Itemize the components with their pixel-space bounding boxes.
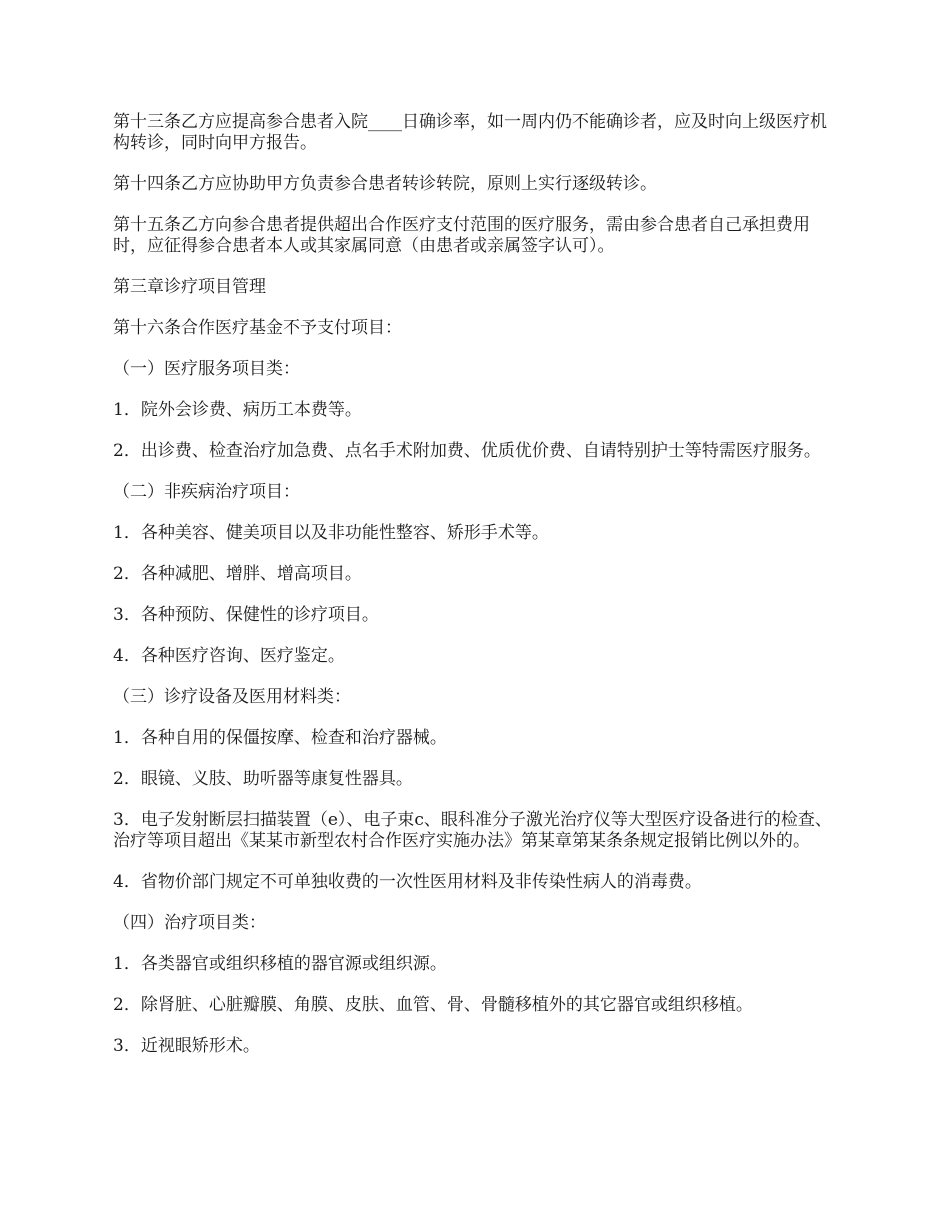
article-16-paragraph: 第十六条合作医疗基金不予支付项目： [113,318,402,338]
article-15-paragraph: 第十五条乙方向参合患者提供超出合作医疗支付范围的医疗服务，需由参合患者自己承担费用时，应征得参合患者本人或其家属同意（由患者或亲属签字认可）。 [113,215,810,256]
list-item: 1．各类器官或组织移植的器官源或组织源。 [113,954,447,974]
section-1-heading: （一）医疗服务项目类： [113,359,300,379]
list-item: 4．省物价部门规定不可单独收费的一次性医用材料及非传染性病人的消毒费。 [113,872,702,892]
list-item: 2．出诊费、检查治疗加急费、点名手术附加费、优质优价费、自请特别护士等特需医疗服务。 [113,441,821,461]
article-14-paragraph: 第十四条乙方应协助甲方负责参合患者转诊转院，原则上实行逐级转诊。 [113,174,657,194]
list-item: 2．除肾脏、心脏瓣膜、角膜、皮肤、血管、骨、骨髓移植外的其它器官或组织移植。 [113,995,753,1015]
chapter-3-heading: 第三章诊疗项目管理 [113,277,266,297]
list-item: 2．各种减肥、增胖、增高项目。 [113,564,362,584]
article-13-paragraph: 第十三条乙方应提高参合患者入院____日确诊率，如一周内仍不能确诊者，应及时向上级医疗机构转诊，同时向甲方报告。 [113,112,827,153]
list-item: 3．各种预防、保健性的诊疗项目。 [113,605,379,625]
section-4-heading: （四）治疗项目类： [113,913,266,933]
list-item: 3．近视眼矫形术。 [113,1036,260,1056]
section-2-heading: （二）非疾病治疗项目： [113,482,300,502]
list-item: 2．眼镜、义肢、助听器等康复性器具。 [113,769,413,789]
list-item: 4．各种医疗咨询、医疗鉴定。 [113,646,345,666]
list-item: 1．各种美容、健美项目以及非功能性整容、矫形手术等。 [113,523,549,543]
document-page [113,112,840,1077]
list-item: 3．电子发射断层扫描装置（e）、电子束c、眼科准分子激光治疗仪等大型医疗设备进行的检查、治疗等项目超出《某某市新型农村合作医疗实施办法》第某章第某条条规定报销比例以外的。 [113,810,832,851]
section-3-heading: （三）诊疗设备及医用材料类： [113,687,351,707]
list-item: 1．各种自用的保僵按摩、检查和治疗器械。 [113,728,447,748]
list-item: 1．院外会诊费、病历工本费等。 [113,400,362,420]
